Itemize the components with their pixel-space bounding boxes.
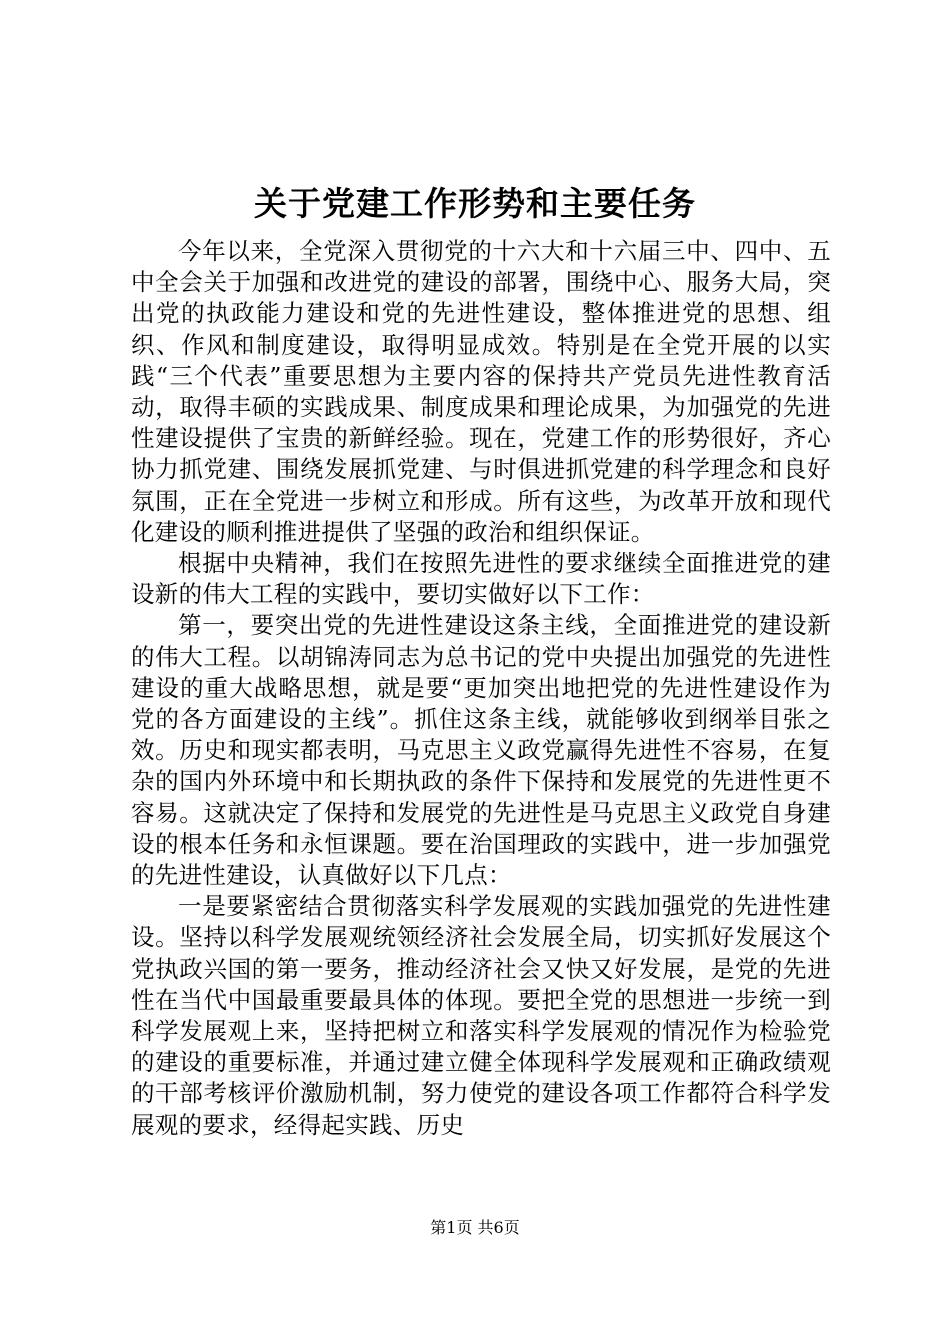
- paragraph-3: 第一，要突出党的先进性建设这条主线，全面推进党的建设新的伟大工程。以胡锦涛同志为总书记的党中央提出加强党的先进性建设的重大战略思想，就是要“更加突出地把党的先进性建设作为党的各方面建设的主线”。抓住这条主线，就能够收到纲举目张之效。历史和现实都表明，马克思主义政党赢得先进性不容易，在复杂的国内外环境中和长期执政的条件下保持和发展党的先进性更不容易。这就决定了保持和发展党的先进性是马克思主义政党自身建设的根本任务和永恒课题。要在治国理政的实践中，进一步加强党的先进性建设，认真做好以下几点：: [131, 611, 831, 890]
- document-title: 关于党建工作形势和主要任务: [254, 184, 696, 223]
- paragraph-2: 根据中央精神，我们在按照先进性的要求继续全面推进党的建设新的伟大工程的实践中，要切实做好以下工作：: [131, 549, 831, 609]
- paragraph-1: 今年以来，全党深入贯彻党的十六大和十六届三中、四中、五中全会关于加强和改进党的建设的部署，围绕中心、服务大局，突出党的执政能力建设和党的先进性建设，整体推进党的思想、组织、作风和制度建设，取得明显成效。特别是在全党开展的以实践“三个代表”重要思想为主要内容的保持共产党员先进性教育活动，取得丰硕的实践成果、制度成果和理论成果，为加强党的先进性建设提供了宝贵的新鲜经验。现在，党建工作的形势很好，齐心协力抓党建、围绕发展抓党建、与时俱进抓党建的科学理念和良好氛围，正在全党进一步树立和形成。所有这些，为改革开放和现代化建设的顺利推进提供了坚强的政治和组织保证。: [131, 237, 831, 546]
- paragraph-4: 一是要紧密结合贯彻落实科学发展观的实践加强党的先进性建设。坚持以科学发展观统领经济社会发展全局，切实抓好发展这个党执政兴国的第一要务，推动经济社会又快又好发展，是党的先进性在当代中国最重要最具体的体现。要把全党的思想进一步统一到科学发展观上来，坚持把树立和落实科学发展观的情况作为检验党的建设的重要标准，并通过建立健全体现科学发展观和正确政绩观的干部考核评价激励机制，努力使党的建设各项工作都符合科学发展观的要求，经得起实践、历史: [131, 892, 831, 1139]
- page-footer: 第1页 共6页: [430, 1218, 520, 1237]
- document-body: [131, 236, 831, 1141]
